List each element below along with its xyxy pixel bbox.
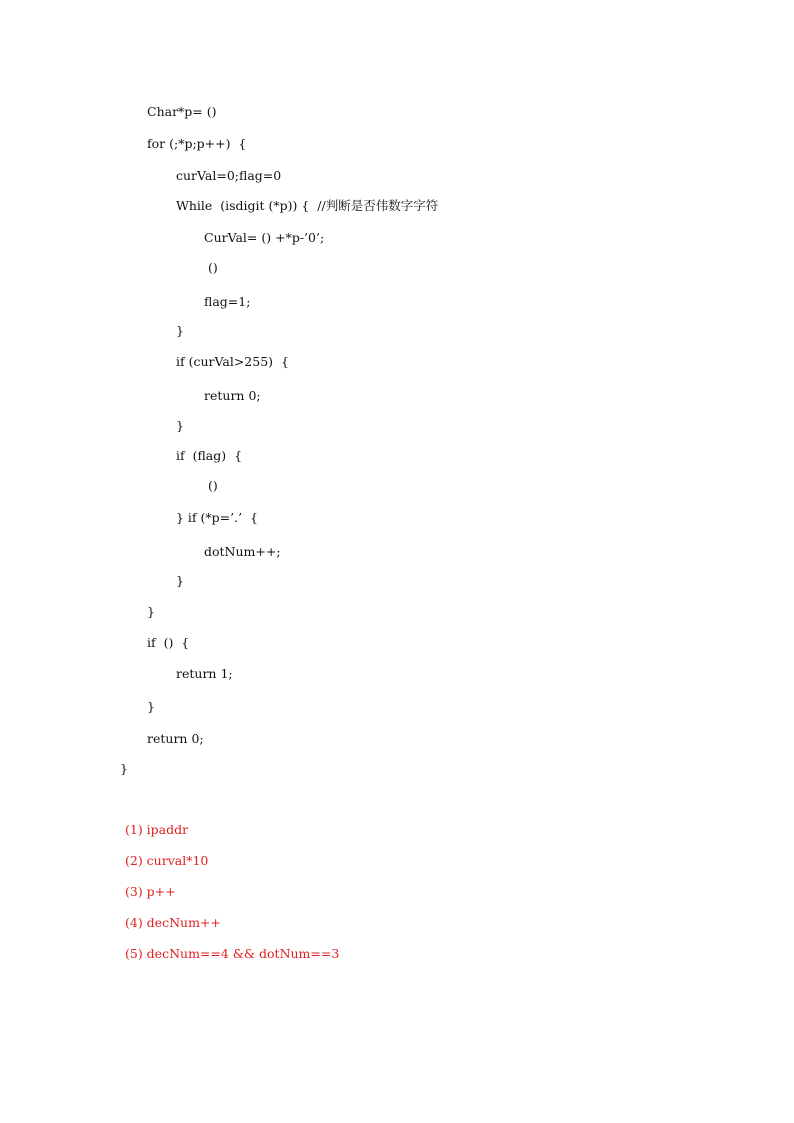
answer-line: (1) ipaddr [125, 822, 189, 837]
code-line: flag=1; [204, 294, 251, 309]
code-line: } [176, 418, 184, 433]
code-line: for (;*p;p++) { [147, 136, 247, 151]
answer-line: (2) curval*10 [125, 853, 209, 868]
code-line: Char*p= () [147, 104, 217, 119]
code-line: } if (*p=’.’ { [176, 510, 258, 525]
code-line: () [204, 260, 218, 275]
code-line: dotNum++; [204, 544, 281, 559]
code-line: return 1; [176, 666, 233, 681]
code-line: curVal=0;flag=0 [176, 168, 282, 183]
answer-line: (5) decNum==4 && dotNum==3 [125, 946, 340, 961]
code-line: if (flag) { [176, 448, 243, 463]
code-line: if (curVal>255) { [176, 354, 289, 369]
code-line: } [147, 604, 155, 619]
answer-line: (4) decNum++ [125, 915, 221, 930]
code-line: () [204, 478, 218, 493]
code-line: return 0; [147, 731, 204, 746]
code-line: While (isdigit (*p)) { //判断是否伟数字字符 [176, 198, 439, 213]
code-line: } [147, 699, 155, 714]
answer-line: (3) p++ [125, 884, 176, 899]
code-line: } [176, 573, 184, 588]
code-line: } [120, 761, 128, 776]
code-line: } [176, 323, 184, 338]
code-line: CurVal= () +*p-’0’; [204, 230, 325, 245]
code-line: if () { [147, 635, 190, 650]
code-line: return 0; [204, 388, 261, 403]
